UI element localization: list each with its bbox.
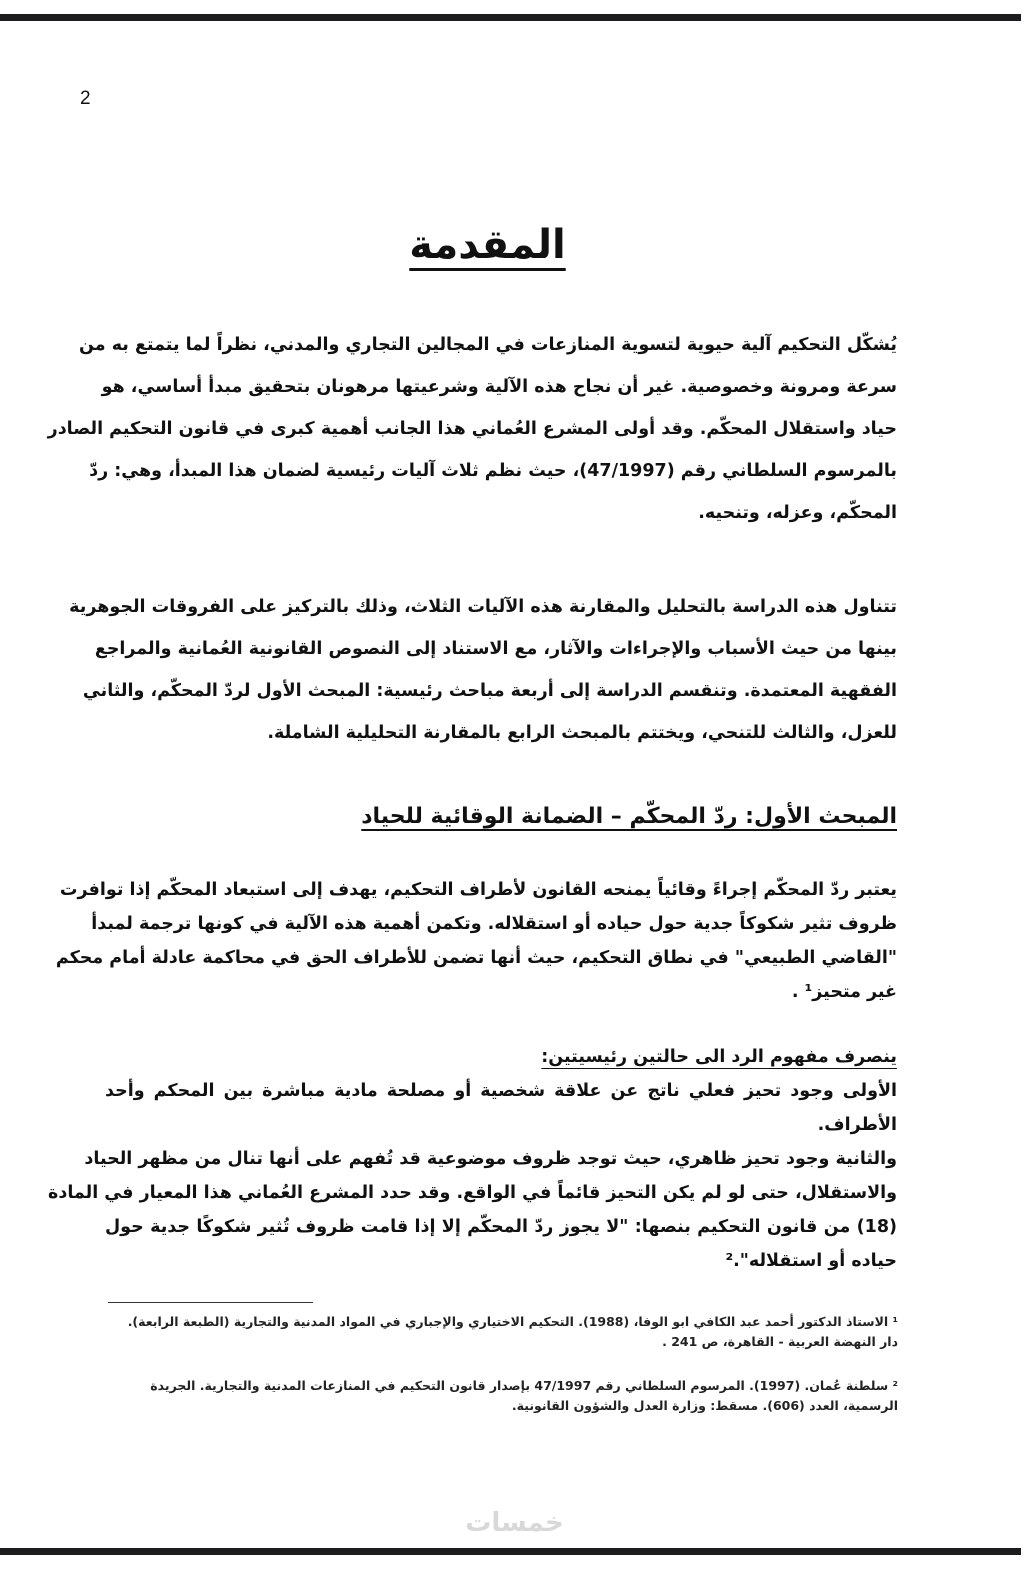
text-line: بالمرسوم السلطاني رقم (47/1997)، حيث نظم ثلاث آليات رئيسية لضمان هذا المبدأ، وهي: ردّ [89, 461, 897, 481]
text-line: للعزل، والثالث للتنحي، ويختتم بالمبحث الرابع بالمقارنة التحليلية الشاملة. [267, 723, 897, 743]
text-line: (18) من قانون التحكيم بنصها: "لا يجوز ردّ المحكّم إلا إذا قامت ظروف تُثير شكوكًا جدية حول [105, 1217, 897, 1237]
watermark-logo: خمسات [465, 1508, 564, 1538]
text-line: والاستقلال، حتى لو لم يكن التحيز قائماً في الواقع. وقد حدد المشرع العُماني هذا المعيار في المادة [48, 1183, 897, 1203]
subheading-text: ينصرف مفهوم الرد الى حالتين رئيسيتين: [541, 1047, 897, 1067]
page-title [0, 222, 975, 268]
title-text: المقدمة [409, 222, 566, 268]
section-heading [105, 804, 897, 829]
text-line: ظروف تثير شكوكاً جدية حول حياده أو استقلاله. وتكمن أهمية هذه الآلية في كونها ترجمة لمبدأ [91, 914, 897, 934]
text-line: غير متحيز¹ . [791, 982, 897, 1002]
text-line: يعتبر ردّ المحكّم إجراءً وقائياً يمنحه القانون لأطراف التحكيم، يهدف إلى استبعاد المحكّم إذا توافرت [59, 880, 897, 900]
top-border [0, 14, 1021, 21]
text-line: "القاضي الطبيعي" في نطاق التحكيم، حيث أنها تضمن للأطراف الحق في محاكمة عادلة أمام محكم [55, 948, 897, 968]
text-line: سرعة ومرونة وخصوصية. غير أن نجاح هذه الآلية وشرعيتها مرهونان بتحقيق مبدأ أساسي، هو [101, 377, 897, 397]
text-line: والثانية وجود تحيز ظاهري، حيث توجد ظروف موضوعية قد تُفهم على أنها تنال من مظهر الحياد [84, 1149, 897, 1169]
bottom-border [0, 1548, 1021, 1555]
text-line: الأولى وجود تحيز فعلي ناتج عن علاقة شخصية أو مصلحة مادية مباشرة بين المحكم وأحد [105, 1081, 897, 1101]
text-line: حياد واستقلال المحكّم. وقد أولى المشرع العُماني هذا الجانب أهمية كبرى في قانون التحكيم الصادر [47, 419, 897, 439]
footnote-separator [108, 1302, 313, 1303]
text-line: بينها من حيث الأسباب والإجراءات والآثار، مع الاستناد إلى النصوص القانونية العُمانية والمراجع [94, 639, 897, 659]
section-heading-text: المبحث الأول: ردّ المحكّم – الضمانة الوقائية للحياد [361, 804, 897, 829]
text-line: حياده أو استقلاله".² [725, 1251, 897, 1271]
text-line: يُشكّل التحكيم آلية حيوية لتسوية المنازعات في المجالين التجاري والمدني، نظراً لما يتمتع به من [79, 335, 897, 355]
text-line: الفقهية المعتمدة. وتنقسم الدراسة إلى أربعة مباحث رئيسية: المبحث الأول لردّ المحكّم، والثاني [82, 681, 897, 701]
intro-paragraph-2 [69, 592, 897, 760]
text-line: المحكّم، وعزله، وتنحيه. [698, 503, 897, 523]
text-line: الأطراف. [817, 1115, 897, 1135]
subheading [105, 1042, 897, 1076]
footnote-1: ¹ الاستاذ الدكتور أحمد عبد الكافي ابو الوفا، (1988). التحكيم الاختياري والإجباري في المواد المدنية والتجارية (الطبعة الرابعة). دار النهضة العربية - القاهرة، ص 241 . [127, 1314, 898, 1349]
text-line: تتناول هذه الدراسة بالتحليل والمقارنة هذه الآليات الثلاث، وذلك بالتركيز على الفروقات الجوهرية [69, 597, 897, 617]
footnote-2: ² سلطنة عُمان. (1997). المرسوم السلطاني رقم 47/1997 بإصدار قانون التحكيم في المنازعات المدنية والتجارية. الجريدة الرسمية، العدد (606). مسقط: وزارة العدل والشؤون القانونية. [150, 1378, 898, 1413]
section-paragraph [55, 875, 897, 1011]
intro-paragraph-1 [47, 330, 897, 540]
page-number: 2 [80, 88, 91, 109]
cases-block [48, 1042, 897, 1280]
